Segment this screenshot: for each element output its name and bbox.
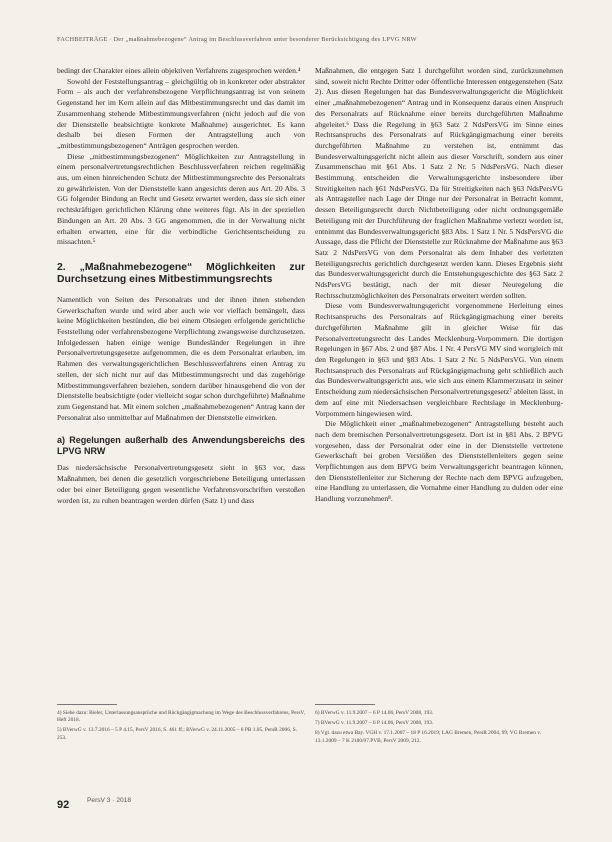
paragraph: Das niedersächsische Personalvertretungsgesetz sieht in §63 vor, dass Maßnahmen, bei denen die gesetzlich vorgeschriebene Beteiligung unterlassen oder bei einer Beteiligung gegen wesentliche Verfahrensvorschriften verstoßen worden ist, zu ruhen beantragen werden dürfen (Satz 1) und dass — [57, 463, 305, 505]
left-column — [57, 66, 305, 506]
footnotes-right — [315, 710, 563, 748]
subsection-heading: a) Regelungen außerhalb des Anwendungsbereichs des LPVG NRW — [57, 435, 305, 457]
running-head: FACHBEITRÄGE · Der „maßnahmebezogene“ Antrag im Beschlussverfahren unter besonderer Berücksichtigung des LPVG NRW — [57, 36, 417, 43]
footnote-divider — [57, 704, 117, 705]
paragraph: Die Möglichkeit einer „maßnahmebezogenen“ Antragstellung besteht auch nach dem bremischen Personalvertretungsgesetz. Dort ist in §81 Abs. 2 BPVG vorgesehen, dass der Personalrat oder eine in der Dienststelle vertretene Gewerkschaft bei groben Verstößen des Dienststellenleiters gegen seine Verpflichtungen aus dem BPVG beim Verwaltungsgericht beantragen können, den Dienststellenleiter zur Sicherung der Rechte nach dem BPVG aufzugeben, eine Handlung zu unterlassen, die Vornahme einer Handlung zu dulden oder eine Handlung vorzunehmen⁸. — [315, 419, 563, 504]
footnote: 8) Vgl. dazu etwa Bay. VGH v. 17.1.2007 – 18 P 16.2019; LAG Bremen, PersR 2004, 99; VG Bremen v. 13.1.2009 – 7 K 2180/07.PVB, PersV 2009, 212. — [315, 730, 542, 744]
page-footer — [57, 795, 557, 813]
footnote: 5) BVerwG v. 13.7.2016 – 5 P 4.15, PersV 2016, S. 461 ff.; BVerwG v. 24.11.2005 – 6 PB 1.05, PersR 2006, S. 253. — [57, 727, 297, 741]
section-heading: 2. „Maßnahmebezogene“ Möglichkeiten zur Durchsetzung eines Mitbestimmungsrechts — [57, 261, 305, 286]
footnote: 6) BVerwG v. 11.9.2007 – 6 P 14.06, PersV 2008, 193. — [315, 710, 434, 716]
paragraph: Namentlich von Seiten des Personalrats und der ihnen ihnen stehenden Gewerkschaften wurde und wird aber auch wie vor vielfach bemängelt, dass keine Möglichkeiten bestünden, die bei einem Obsiegen erfolgende gerichtliche Feststellung oder verfahrensbezogene Verpflichtung zwangsweise durchzusetzen. Infolgedessen haben einige wenige Bundesländer Regelungen in ihre Personalvertretungsgesetze aufgenommen, die es dem Personalrat erlauben, im Rahmen des verwaltungsgerichtlichen Beschlussverfahrens einen Antrag zu stellen, der sich nicht nur auf das Mitbestimmungsrecht und das zugehörige Mitbestimmungsverfahren beziehen, sondern darüber hinausgehend die von der Dienststelle beabsichtigte (oder vielleicht sogar schon durchgeführte) Maßnahme zum Gegenstand hat. Mit einem solchen „maßnahmebezogenen“ Antrag kann der Personalrat also unmittelbar auf Maßnahmen der Dienststelle einwirken. — [57, 294, 305, 422]
footnote-divider — [315, 704, 375, 705]
paragraph: Diese „mitbestimmungsbezogenen“ Möglichkeiten zur Antragstellung in einem personalvertretungsrechtlichen Beschlussverfahren reichen regelmäßig aus, um einen hinreichenden Schutz der Mitbestimmungsrechte des Personalrats zu gewährleisten. Von der Dienststelle kann angesichts deren aus Art. 20 Abs. 3 GG folgender Bindung an Recht und Gesetz erwartet werden, dass sie sich einer rechtskräftigen gerichtlichen Klärung ohne weiteres fügt. Als in der speziellen Bindungen an Art. 20 Abs. 3 GG angenommen, die in der Verwaltung nicht erhalten erwarten, eine für die verbindliche Gerichtsentscheidung zu missachten.⁵ — [57, 151, 305, 247]
paragraph: Sowohl der Feststellungsantrag – gleichgültig ob in konkreter oder abstrakter Form – als auch der verfahrensbezogene Verpflichtungsantrag ist von seinem Gegenstand her im Kern allein auf das Mitbestimmungsrecht und das damit im Zusammenhang stehende Mitbestimmungsverfahren (nicht jedoch auf die von der Dienststelle beabsichtigte konkrete Maßnahme) ausgerichtet. Es kann deshalb bei diesen Formen der Antragstellung auch von „mitbestimmungsbezogenen“ Anträgen gesprochen werden. — [57, 76, 305, 150]
paragraph: Maßnahmen, die entgegen Satz 1 durchgeführt worden sind, zurückzunehmen sind, soweit nicht Rechte Dritter oder öffentliche Interessen entgegenstehen (Satz 2). Aus diesen Regelungen hat das Bundesverwaltungsgericht die Möglichkeit einer „maßnahmebezogenen“ Antrag und in Konsequenz daraus einen Anspruch des Personalrats auf Rücknahme einer bereits durchgeführten Maßnahme abgeleitet.⁶ Dass die Regelung in §63 Satz 2 NdsPersVG im Sinne eines Rechtsanspruchs des Personalrats auf Rückgängigmachung einer bereits durchgeführten Maßnahme zu verstehen ist, entnimmt das Bundesverwaltungsgericht nicht allein aus dieser Vorschrift, sondern aus einer Zusammenschau mit §61 Abs. 1 Satz 2 Nr. 5 NdsPersVG. Nach dieser Bestimmung entscheiden die Verwaltungsgerichte insbesondere über Streitigkeiten nach §61 NdsPersVG. Da für Streitigkeiten nach §63 NdsPersVG als Antragsteller nach Lage der Dinge nur der Personalrat in Betracht kommt, dessen Beteiligungsrecht durch Nichtbeteiligung oder nicht ordnungsgemäße Beteiligung mit der Durchführung der fraglichen Maßnahme verletzt worden ist, entnimmt das Bundesverwaltungsgericht §83 Abs. 1 Satz 1 Nr. 5 NdsPersVG die Aussage, dass die Pflicht der Dienststelle zur Rücknahme der Maßnahme aus §63 Satz 2 NdsPersVG von dem Personalrat als dem Inhaber des verletzten Beteiligungsrechts gerichtlich durchgesetzt werden kann. Dieses Ergebnis sieht das Bundesverwaltungsgericht durch die Entstehungsgeschichte des §63 Satz 2 NdsPersVG bestätigt, nach der mit dieser Neuregelung die Rechtsschutzmöglichkeiten des Personalrats erweitert werden sollten. — [315, 66, 563, 300]
right-column — [315, 66, 563, 505]
footnote: 7) BVerwG v. 11.9.2007 – 6 P 14.06, PersV 2008, 193. — [315, 720, 434, 727]
page-number: 92 — [57, 799, 70, 811]
paragraph: bedingt der Charakter eines allein objektiven Verfahrens zugesprochen werden.⁴ — [57, 66, 301, 75]
journal-issue: PersV 3 · 2018 — [87, 797, 131, 804]
footnotes-left — [57, 710, 305, 745]
footnote: 4) Siehe dazu: Bieler, Unterlassungsansprüche und Rückgängigmachung im Wege des Beschlussverfahrens, PersV, Heft 2018. — [57, 710, 305, 724]
paragraph: Diese vom Bundesverwaltungsgericht vorgenommene Herleitung eines Rechtsanspruchs des Personalrats auf Rückgängigmachung einer bereits durchgeführten Maßnahme gilt in gleicher Weise für das Personalvertretungsrecht des Landes Mecklenburg-Vorpommern. Die dortigen Regelungen in §67 Abs. 2 und §87 Abs. 1 Nr. 4 PersVG MV sind wortgleich mit den Regelungen in §63 und §83 Abs. 1 Satz 2 Nr. 5 NdsPersVG. Von einem Rechtsanspruch des Personalrats auf Rückgängigmachung geht schließlich auch das Bundesverwaltungsgericht aus, wie sich aus einem Klammerzusatz in seiner Entscheidung zum niedersächsischen Personalvertretungsgesetz⁷ ableiten lässt, in dem auf eine mit Niedersachsen vergleichbare Rechtslage in Mecklenburg-Vorpommern hingewiesen wird. — [315, 301, 563, 418]
